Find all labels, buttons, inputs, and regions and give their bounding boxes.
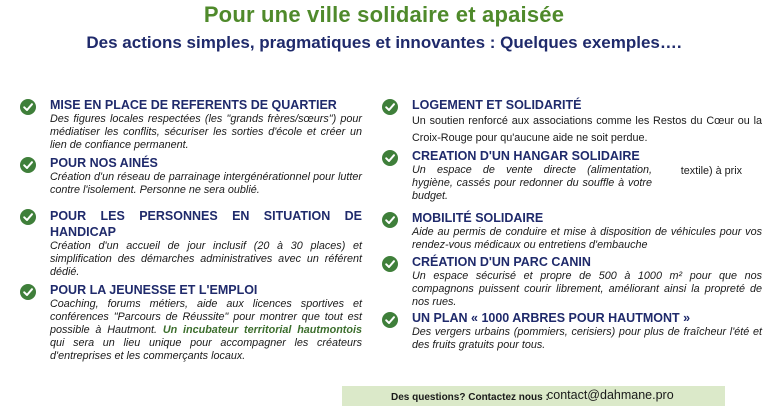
check-circle-icon [382,99,398,115]
item-text-extra: textile) à prix [680,165,742,177]
check-circle-icon [382,212,398,228]
page-title: Pour une ville solidaire et apaisée [203,2,565,27]
list-item-logement [382,98,762,147]
item-heading: CRÉATION D'UN PARC CANIN [412,255,591,269]
list-item-aines [20,156,362,197]
item-text: Un soutien renforcé aux associations comme les Restos du Cœur ou la Croix-Rouge pour qu'aucune aide ne soit perdue. [412,115,762,144]
item-heading: MISE EN PLACE DE REFERENTS DE QUARTIER [50,98,337,112]
item-text: Un espace sécurisé et propre de 500 à 1000 m² pour que nos compagnons puissent courir librement, améliorant ainsi la propreté de nos rues. [412,270,762,308]
item-heading: MOBILITÉ SOLIDAIRE [412,211,544,225]
check-circle-icon [20,99,36,115]
list-item-referents [20,98,362,152]
check-circle-icon [20,157,36,173]
item-text: Des vergers urbains (pommiers, cerisiers) pour plus de fraîcheur l'été et des fruits gratuits pour tous. [412,326,762,351]
check-circle-icon [382,150,398,166]
list-item-jeunesse [20,283,362,363]
item-text: Un espace de vente directe (alimentation, hygiène, cassés pour redonner du souffle à votre budget. [412,164,652,202]
right-column [382,98,762,352]
item-heading: UN PLAN « 1000 ARBRES POUR HAUTMONT » [412,311,691,325]
item-heading: POUR LES PERSONNES EN SITUATION DE HANDICAP [50,209,362,239]
item-heading: CREATION D'UN HANGAR SOLIDAIRE [412,149,640,163]
item-text: Coaching, forums métiers, aide aux licences sportives et conférences "Parcours de Réussite" pour montrer que tout est possible à Hautmont. Un incubateur territorial hautmontois qui sera un lieu unique pour accompagner les créateurs d'entreprises et les commerçants locaux. [50,298,362,362]
incubator-highlight: Un incubateur territorial hautmontois [162,324,362,336]
contact-label: Des questions? Contactez nous : [391,392,549,403]
list-item-mobilite [382,211,762,252]
check-circle-icon [20,284,36,300]
item-text: Des figures locales respectées (les "grands frères/sœurs") pour médiatiser les conflits, sécuriser les sorties d'école et créer un lien de confiance permanent. [50,113,362,151]
check-circle-icon [382,312,398,328]
item-text: Création d'un accueil de jour inclusif (20 à 30 places) et simplification des démarches administratives avec un référent dédié. [50,240,362,278]
page-subtitle: Des actions simples, pragmatiques et innovantes : Quelques exemples…. [86,33,682,52]
check-circle-icon [20,209,36,225]
item-text: Création d'un réseau de parrainage intergénérationnel pour lutter contre l'isolement. Personne ne sera oublié. [50,171,362,196]
list-item-parc-canin [382,255,762,309]
list-item-arbres [382,311,762,352]
item-heading: POUR LA JEUNESSE ET L'EMPLOI [50,283,258,297]
list-item-hangar [382,149,762,203]
contact-banner [342,386,725,406]
check-circle-icon [382,256,398,272]
list-item-handicap [20,208,362,279]
left-column [20,98,362,363]
item-heading: POUR NOS AINÉS [50,156,158,170]
item-heading: LOGEMENT ET SOLIDARITÉ [412,98,582,112]
item-text: Aide au permis de conduire et mise à disposition de véhicules pour vos rendez-vous médicaux ou entretiens d'embauche [412,226,762,251]
contact-email-link[interactable]: contact@dahmane.pro [547,388,674,402]
